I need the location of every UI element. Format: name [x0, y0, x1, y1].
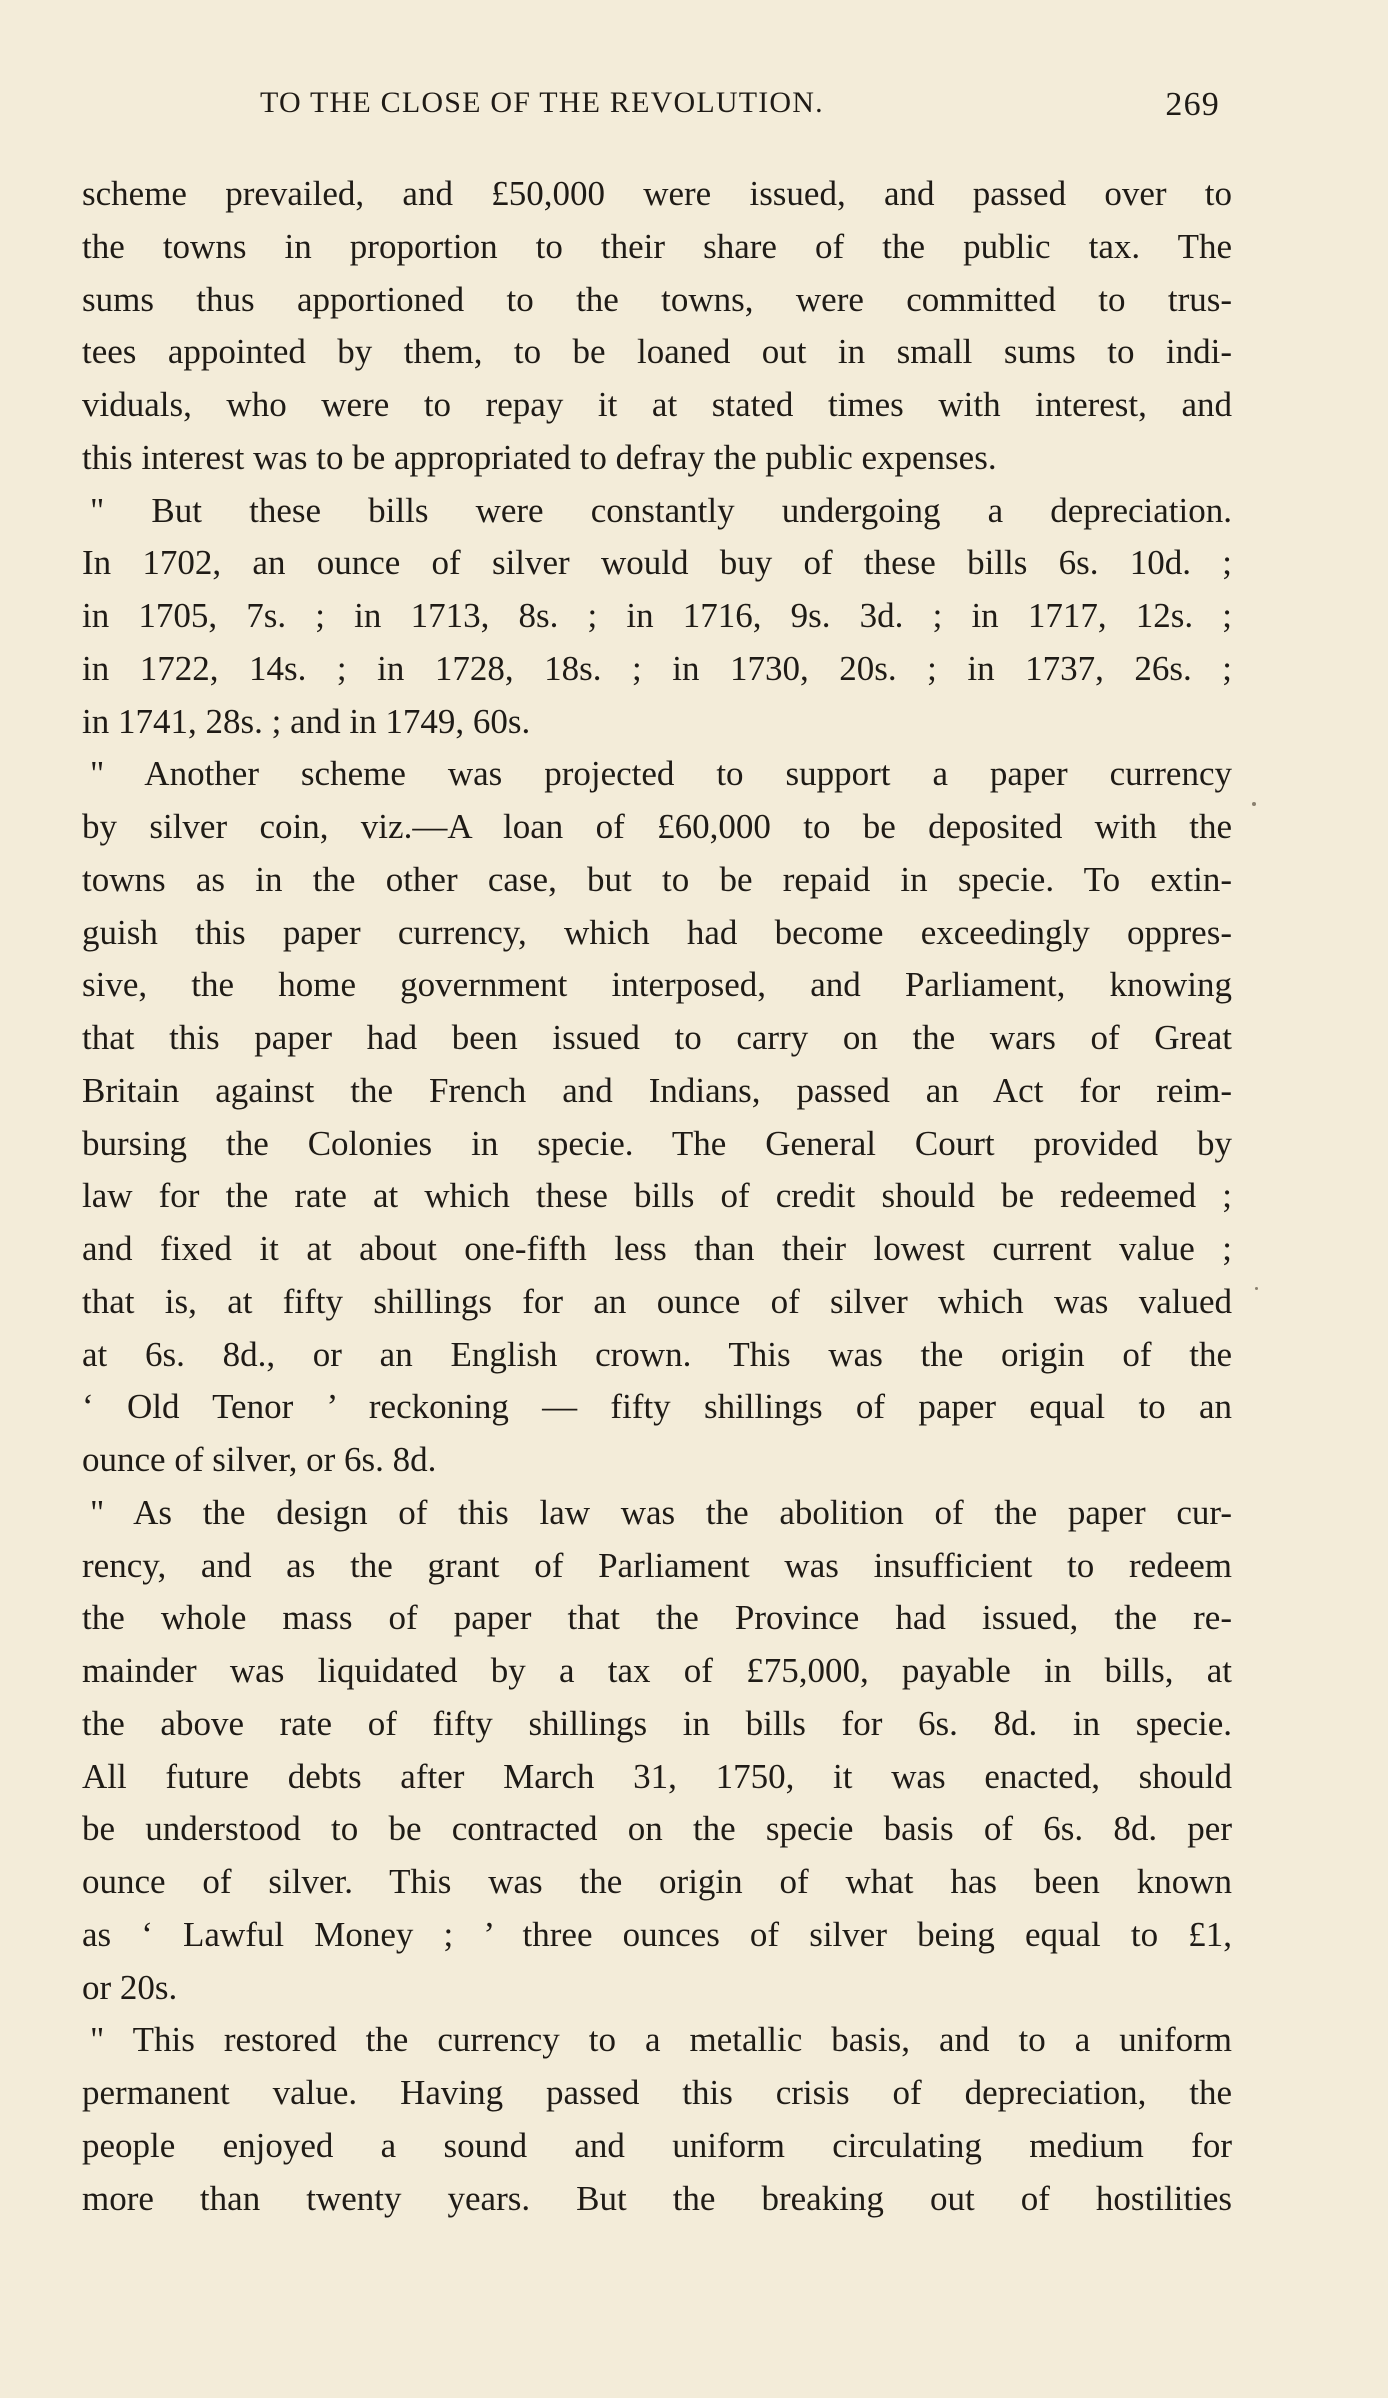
text-line: mainder was liquidated by a tax of £75,000, payable in bills, at — [82, 1651, 1232, 1690]
running-title: TO THE CLOSE OF THE REVOLUTION. — [260, 86, 824, 119]
text-line: " But these bills were constantly undergoing a depreciation. — [90, 490, 1232, 530]
page-number: 269 — [1165, 86, 1220, 123]
text-line: scheme prevailed, and £50,000 were issued, and passed over to — [82, 174, 1232, 213]
paper-speck — [1252, 802, 1256, 806]
text-line: the whole mass of paper that the Province had issued, the re- — [82, 1598, 1232, 1638]
text-line: In 1702, an ounce of silver would buy of these bills 6s. 10d. ; — [82, 543, 1232, 583]
text-line: the above rate of fifty shillings in bills for 6s. 8d. in specie. — [82, 1703, 1232, 1743]
running-head — [130, 86, 1220, 136]
text-line: that this paper had been issued to carry on the wars of Great — [82, 1018, 1232, 1057]
text-line: in 1705, 7s. ; in 1713, 8s. ; in 1716, 9s. 3d. ; in 1717, 12s. ; — [82, 596, 1232, 635]
text-line: law for the rate at which these bills of credit should be redeemed ; — [82, 1176, 1232, 1216]
text-line: permanent value. Having passed this crisis of depreciation, the — [82, 2073, 1232, 2112]
text-line: " This restored the currency to a metallic basis, and to a uniform — [90, 2020, 1232, 2060]
text-line: in 1722, 14s. ; in 1728, 18s. ; in 1730, 20s. ; in 1737, 26s. ; — [82, 648, 1232, 688]
text-line: as ‘ Lawful Money ; ’ three ounces of silver being equal to £1, — [82, 1914, 1232, 1954]
text-line: ounce of silver. This was the origin of what has been known — [82, 1862, 1232, 1901]
text-line: Britain against the French and Indians, passed an Act for reim- — [82, 1070, 1232, 1110]
text-line: and fixed it at about one-fifth less than their lowest current value ; — [82, 1229, 1232, 1268]
text-line: towns as in the other case, but to be repaid in specie. To extin- — [82, 859, 1232, 899]
text-line: or 20s. — [82, 1967, 178, 2007]
text-line: the towns in proportion to their share of the public tax. The — [82, 226, 1232, 266]
text-line: guish this paper currency, which had become exceedingly oppres- — [82, 912, 1232, 952]
text-line: this interest was to be appropriated to defray the public expenses. — [82, 437, 997, 477]
text-line: by silver coin, viz.—A loan of £60,000 to be deposited with the — [82, 807, 1232, 846]
text-line: bursing the Colonies in specie. The General Court provided by — [82, 1123, 1232, 1163]
text-line: " As the design of this law was the abolition of the paper cur- — [90, 1492, 1232, 1532]
text-line: " Another scheme was projected to support a paper currency — [90, 754, 1232, 794]
text-line: tees appointed by them, to be loaned out in small sums to indi- — [82, 332, 1232, 372]
text-line: ounce of silver, or 6s. 8d. — [82, 1440, 437, 1479]
text-line: at 6s. 8d., or an English crown. This was the origin of the — [82, 1334, 1232, 1374]
text-line: more than twenty years. But the breaking out of hostilities — [82, 2178, 1232, 2218]
paper-speck — [1255, 1287, 1258, 1290]
text-line: ‘ Old Tenor ’ reckoning — fifty shillings of paper equal to an — [82, 1387, 1232, 1427]
text-line: in 1741, 28s. ; and in 1749, 60s. — [82, 701, 531, 741]
text-line: viduals, who were to repay it at stated times with interest, and — [82, 385, 1232, 424]
body-text — [82, 168, 1232, 2225]
text-line: people enjoyed a sound and uniform circulating medium for — [82, 2125, 1232, 2165]
text-line: All future debts after March 31, 1750, it was enacted, should — [82, 1756, 1232, 1796]
text-line: be understood to be contracted on the specie basis of 6s. 8d. per — [82, 1809, 1232, 1849]
text-line: rency, and as the grant of Parliament was insufficient to redeem — [82, 1545, 1232, 1585]
text-line: sums thus apportioned to the towns, were committed to trus- — [82, 279, 1232, 319]
text-line: that is, at fifty shillings for an ounce of silver which was valued — [82, 1281, 1232, 1321]
text-line: sive, the home government interposed, and Parliament, knowing — [82, 965, 1232, 1005]
